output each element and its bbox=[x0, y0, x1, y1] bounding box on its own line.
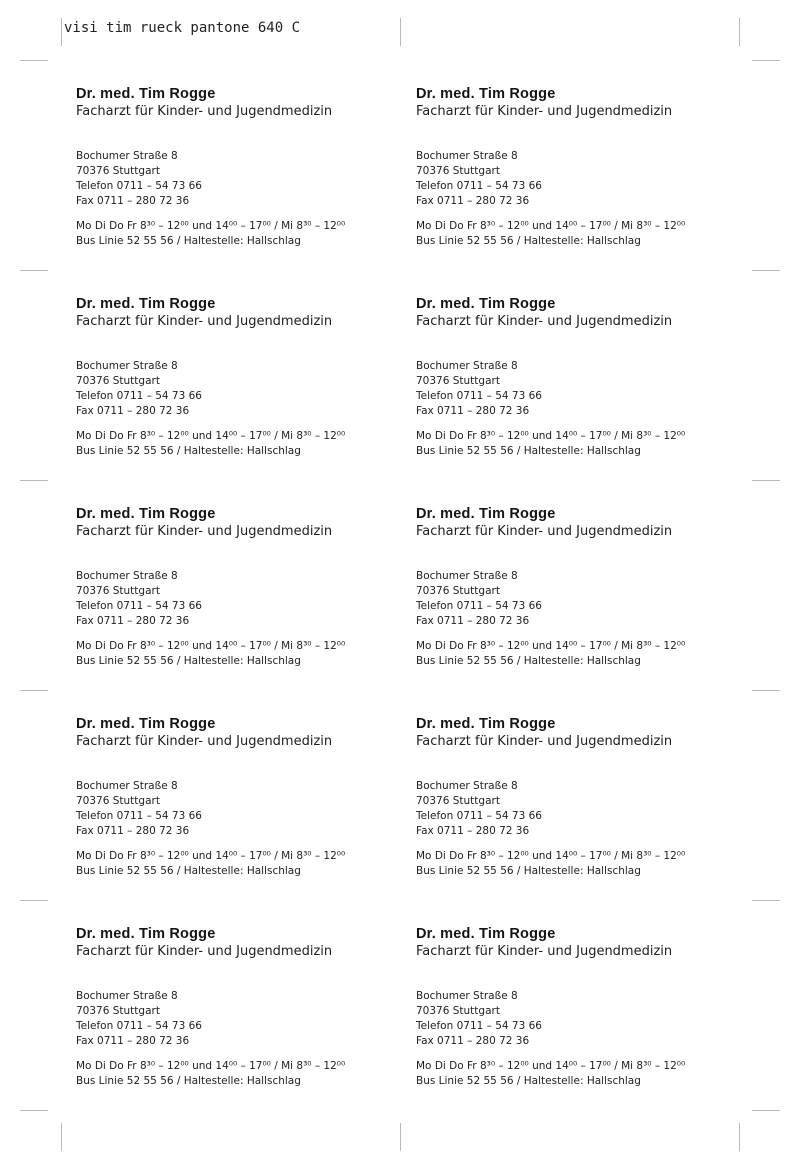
phone: Telefon 0711 – 54 73 66 bbox=[416, 390, 542, 402]
office-hours: Mo Di Do Fr 8³⁰ – 12⁰⁰ und 14⁰⁰ – 17⁰⁰ / Mi 8³⁰ – 12⁰⁰ bbox=[416, 1060, 686, 1072]
business-card bbox=[76, 926, 376, 1126]
fax: Fax 0711 – 280 72 36 bbox=[76, 825, 190, 837]
office-hours: Mo Di Do Fr 8³⁰ – 12⁰⁰ und 14⁰⁰ – 17⁰⁰ / Mi 8³⁰ – 12⁰⁰ bbox=[416, 220, 686, 232]
info-block bbox=[76, 639, 345, 669]
phone: Telefon 0711 – 54 73 66 bbox=[416, 1020, 542, 1032]
crop-mark bbox=[20, 900, 48, 901]
bus-info: Bus Linie 52 55 56 / Haltestelle: Hallschlag bbox=[76, 1075, 301, 1087]
business-card bbox=[416, 926, 716, 1126]
info-block bbox=[416, 219, 685, 249]
info-block bbox=[416, 429, 685, 459]
specialty: Facharzt für Kinder- und Jugendmedizin bbox=[416, 944, 673, 959]
fax: Fax 0711 – 280 72 36 bbox=[76, 1035, 190, 1047]
business-card bbox=[416, 86, 716, 286]
city: 70376 Stuttgart bbox=[416, 375, 500, 387]
business-card bbox=[416, 296, 716, 496]
bus-info: Bus Linie 52 55 56 / Haltestelle: Hallschlag bbox=[416, 655, 641, 667]
crop-mark bbox=[739, 18, 740, 46]
specialty: Facharzt für Kinder- und Jugendmedizin bbox=[416, 524, 673, 539]
crop-mark bbox=[61, 18, 62, 46]
info-block bbox=[416, 849, 685, 879]
street: Bochumer Straße 8 bbox=[76, 570, 178, 582]
contact-block bbox=[76, 149, 202, 209]
doctor-name: Dr. med. Tim Rogge bbox=[416, 86, 556, 102]
phone: Telefon 0711 – 54 73 66 bbox=[416, 600, 542, 612]
bus-info: Bus Linie 52 55 56 / Haltestelle: Hallschlag bbox=[76, 655, 301, 667]
city: 70376 Stuttgart bbox=[76, 375, 160, 387]
business-card bbox=[416, 716, 716, 916]
doctor-name: Dr. med. Tim Rogge bbox=[76, 506, 216, 522]
crop-mark bbox=[20, 1110, 48, 1111]
phone: Telefon 0711 – 54 73 66 bbox=[416, 810, 542, 822]
city: 70376 Stuttgart bbox=[76, 795, 160, 807]
info-block bbox=[76, 1059, 345, 1089]
crop-mark bbox=[20, 480, 48, 481]
office-hours: Mo Di Do Fr 8³⁰ – 12⁰⁰ und 14⁰⁰ – 17⁰⁰ / Mi 8³⁰ – 12⁰⁰ bbox=[76, 1060, 346, 1072]
doctor-name: Dr. med. Tim Rogge bbox=[416, 716, 556, 732]
contact-block bbox=[416, 989, 542, 1049]
street: Bochumer Straße 8 bbox=[76, 360, 178, 372]
fax: Fax 0711 – 280 72 36 bbox=[76, 195, 190, 207]
info-block bbox=[416, 1059, 685, 1089]
fax: Fax 0711 – 280 72 36 bbox=[416, 615, 530, 627]
doctor-name: Dr. med. Tim Rogge bbox=[416, 506, 556, 522]
city: 70376 Stuttgart bbox=[76, 1005, 160, 1017]
crop-mark bbox=[400, 1123, 401, 1151]
specialty: Facharzt für Kinder- und Jugendmedizin bbox=[76, 104, 333, 119]
office-hours: Mo Di Do Fr 8³⁰ – 12⁰⁰ und 14⁰⁰ – 17⁰⁰ / Mi 8³⁰ – 12⁰⁰ bbox=[416, 640, 686, 652]
contact-block bbox=[76, 359, 202, 419]
doctor-name: Dr. med. Tim Rogge bbox=[76, 296, 216, 312]
business-card bbox=[76, 506, 376, 706]
crop-mark bbox=[752, 690, 780, 691]
office-hours: Mo Di Do Fr 8³⁰ – 12⁰⁰ und 14⁰⁰ – 17⁰⁰ / Mi 8³⁰ – 12⁰⁰ bbox=[416, 850, 686, 862]
bus-info: Bus Linie 52 55 56 / Haltestelle: Hallschlag bbox=[416, 235, 641, 247]
city: 70376 Stuttgart bbox=[416, 585, 500, 597]
office-hours: Mo Di Do Fr 8³⁰ – 12⁰⁰ und 14⁰⁰ – 17⁰⁰ / Mi 8³⁰ – 12⁰⁰ bbox=[416, 430, 686, 442]
crop-mark bbox=[752, 480, 780, 481]
fax: Fax 0711 – 280 72 36 bbox=[416, 405, 530, 417]
office-hours: Mo Di Do Fr 8³⁰ – 12⁰⁰ und 14⁰⁰ – 17⁰⁰ / Mi 8³⁰ – 12⁰⁰ bbox=[76, 220, 346, 232]
city: 70376 Stuttgart bbox=[416, 1005, 500, 1017]
crop-mark bbox=[400, 18, 401, 46]
crop-mark bbox=[20, 60, 48, 61]
print-note: visi tim rueck pantone 640 C bbox=[64, 20, 301, 36]
crop-mark bbox=[752, 900, 780, 901]
street: Bochumer Straße 8 bbox=[76, 990, 178, 1002]
office-hours: Mo Di Do Fr 8³⁰ – 12⁰⁰ und 14⁰⁰ – 17⁰⁰ / Mi 8³⁰ – 12⁰⁰ bbox=[76, 850, 346, 862]
street: Bochumer Straße 8 bbox=[76, 150, 178, 162]
bus-info: Bus Linie 52 55 56 / Haltestelle: Hallschlag bbox=[76, 445, 301, 457]
contact-block bbox=[416, 779, 542, 839]
contact-block bbox=[416, 359, 542, 419]
fax: Fax 0711 – 280 72 36 bbox=[416, 195, 530, 207]
fax: Fax 0711 – 280 72 36 bbox=[76, 615, 190, 627]
contact-block bbox=[416, 569, 542, 629]
phone: Telefon 0711 – 54 73 66 bbox=[76, 600, 202, 612]
bus-info: Bus Linie 52 55 56 / Haltestelle: Hallschlag bbox=[76, 865, 301, 877]
bus-info: Bus Linie 52 55 56 / Haltestelle: Hallschlag bbox=[416, 445, 641, 457]
street: Bochumer Straße 8 bbox=[416, 150, 518, 162]
phone: Telefon 0711 – 54 73 66 bbox=[416, 180, 542, 192]
fax: Fax 0711 – 280 72 36 bbox=[416, 825, 530, 837]
city: 70376 Stuttgart bbox=[416, 165, 500, 177]
street: Bochumer Straße 8 bbox=[416, 360, 518, 372]
info-block bbox=[416, 639, 685, 669]
city: 70376 Stuttgart bbox=[416, 795, 500, 807]
contact-block bbox=[76, 989, 202, 1049]
street: Bochumer Straße 8 bbox=[76, 780, 178, 792]
info-block bbox=[76, 849, 345, 879]
bus-info: Bus Linie 52 55 56 / Haltestelle: Hallschlag bbox=[416, 1075, 641, 1087]
fax: Fax 0711 – 280 72 36 bbox=[416, 1035, 530, 1047]
office-hours: Mo Di Do Fr 8³⁰ – 12⁰⁰ und 14⁰⁰ – 17⁰⁰ / Mi 8³⁰ – 12⁰⁰ bbox=[76, 430, 346, 442]
specialty: Facharzt für Kinder- und Jugendmedizin bbox=[416, 734, 673, 749]
city: 70376 Stuttgart bbox=[76, 585, 160, 597]
info-block bbox=[76, 219, 345, 249]
specialty: Facharzt für Kinder- und Jugendmedizin bbox=[416, 104, 673, 119]
doctor-name: Dr. med. Tim Rogge bbox=[76, 716, 216, 732]
specialty: Facharzt für Kinder- und Jugendmedizin bbox=[76, 314, 333, 329]
street: Bochumer Straße 8 bbox=[416, 780, 518, 792]
street: Bochumer Straße 8 bbox=[416, 570, 518, 582]
business-card bbox=[76, 296, 376, 496]
street: Bochumer Straße 8 bbox=[416, 990, 518, 1002]
specialty: Facharzt für Kinder- und Jugendmedizin bbox=[76, 524, 333, 539]
contact-block bbox=[416, 149, 542, 209]
phone: Telefon 0711 – 54 73 66 bbox=[76, 180, 202, 192]
doctor-name: Dr. med. Tim Rogge bbox=[76, 86, 216, 102]
business-card bbox=[416, 506, 716, 706]
bus-info: Bus Linie 52 55 56 / Haltestelle: Hallschlag bbox=[416, 865, 641, 877]
doctor-name: Dr. med. Tim Rogge bbox=[416, 296, 556, 312]
specialty: Facharzt für Kinder- und Jugendmedizin bbox=[76, 734, 333, 749]
info-block bbox=[76, 429, 345, 459]
crop-mark bbox=[20, 270, 48, 271]
office-hours: Mo Di Do Fr 8³⁰ – 12⁰⁰ und 14⁰⁰ – 17⁰⁰ / Mi 8³⁰ – 12⁰⁰ bbox=[76, 640, 346, 652]
crop-mark bbox=[739, 1123, 740, 1151]
phone: Telefon 0711 – 54 73 66 bbox=[76, 1020, 202, 1032]
fax: Fax 0711 – 280 72 36 bbox=[76, 405, 190, 417]
doctor-name: Dr. med. Tim Rogge bbox=[76, 926, 216, 942]
contact-block bbox=[76, 569, 202, 629]
contact-block bbox=[76, 779, 202, 839]
crop-mark bbox=[61, 1123, 62, 1151]
specialty: Facharzt für Kinder- und Jugendmedizin bbox=[416, 314, 673, 329]
doctor-name: Dr. med. Tim Rogge bbox=[416, 926, 556, 942]
crop-mark bbox=[20, 690, 48, 691]
bus-info: Bus Linie 52 55 56 / Haltestelle: Hallschlag bbox=[76, 235, 301, 247]
business-card bbox=[76, 716, 376, 916]
city: 70376 Stuttgart bbox=[76, 165, 160, 177]
specialty: Facharzt für Kinder- und Jugendmedizin bbox=[76, 944, 333, 959]
business-card bbox=[76, 86, 376, 286]
phone: Telefon 0711 – 54 73 66 bbox=[76, 390, 202, 402]
phone: Telefon 0711 – 54 73 66 bbox=[76, 810, 202, 822]
crop-mark bbox=[752, 1110, 780, 1111]
crop-mark bbox=[752, 60, 780, 61]
crop-mark bbox=[752, 270, 780, 271]
